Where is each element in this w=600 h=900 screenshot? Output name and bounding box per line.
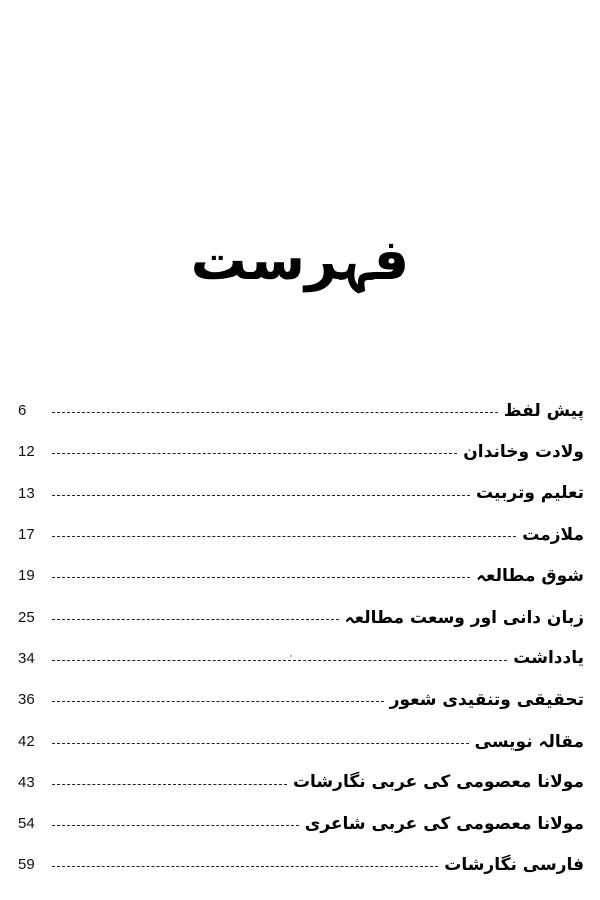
toc-entry — [18, 762, 584, 803]
toc-entry-title: تحقیقی وتنقیدی شعور — [389, 689, 584, 710]
toc-page-number: 34 — [18, 649, 35, 667]
toc-page-number: 59 — [18, 856, 35, 874]
toc-page-number: 42 — [18, 732, 35, 750]
toc-entry-title: زبان دانی اور وسعت مطالعہ — [344, 607, 584, 628]
toc-page-number: 36 — [18, 691, 35, 709]
toc-entry — [18, 555, 584, 596]
toc-page-number: 13 — [18, 484, 35, 502]
toc-leader-line — [52, 536, 516, 537]
toc-entry — [18, 803, 584, 844]
toc-leader-line — [52, 412, 498, 413]
toc-entry — [18, 431, 584, 472]
toc-page-number: 54 — [18, 815, 35, 833]
toc-page-number: 25 — [18, 608, 35, 626]
toc-entry — [18, 679, 584, 720]
toc-leader-line — [52, 660, 507, 661]
toc-leader-line — [52, 619, 339, 620]
toc-entry — [18, 638, 584, 679]
toc-entry-title: شوق مطالعہ — [476, 566, 584, 587]
toc-entry-title: فارسی نگارشات — [444, 854, 584, 875]
toc-leader-line — [52, 453, 457, 454]
toc-entry — [18, 473, 584, 514]
toc-leader-line — [52, 866, 438, 867]
toc-leader-line — [52, 577, 470, 578]
toc-page-number: 19 — [18, 567, 35, 585]
toc-entry — [18, 844, 584, 885]
toc-entry — [18, 390, 584, 431]
toc-entry-title: ملازمت — [522, 524, 584, 545]
toc-page-number: 12 — [18, 443, 35, 461]
toc-entry-title: تعلیم وتربیت — [476, 483, 584, 504]
toc-entry-title: یادداشت — [513, 648, 584, 669]
toc-entry — [18, 514, 584, 555]
toc-leader-line — [52, 743, 469, 744]
page-title: فہرست — [190, 227, 410, 293]
table-of-contents — [18, 390, 584, 886]
toc-entry-title: پیش لفظ — [503, 400, 584, 421]
toc-entry-title: ولادت وخاندان — [463, 441, 584, 462]
paper-speck — [290, 655, 292, 657]
toc-leader-line — [52, 784, 287, 785]
toc-leader-line — [52, 701, 384, 702]
toc-entry-title: مقالہ نویسی — [474, 731, 584, 752]
toc-page-number: 43 — [18, 773, 35, 791]
toc-entry — [18, 720, 584, 761]
toc-leader-line — [52, 825, 299, 826]
toc-page-number: 17 — [18, 526, 35, 544]
toc-entry-title: مولانا معصومی کی عربی نگارشات — [292, 772, 584, 793]
toc-entry-title: مولانا معصومی کی عربی شاعری — [304, 813, 584, 834]
toc-leader-line — [52, 495, 470, 496]
toc-entry — [18, 596, 584, 637]
toc-page-number: 6 — [18, 402, 27, 420]
